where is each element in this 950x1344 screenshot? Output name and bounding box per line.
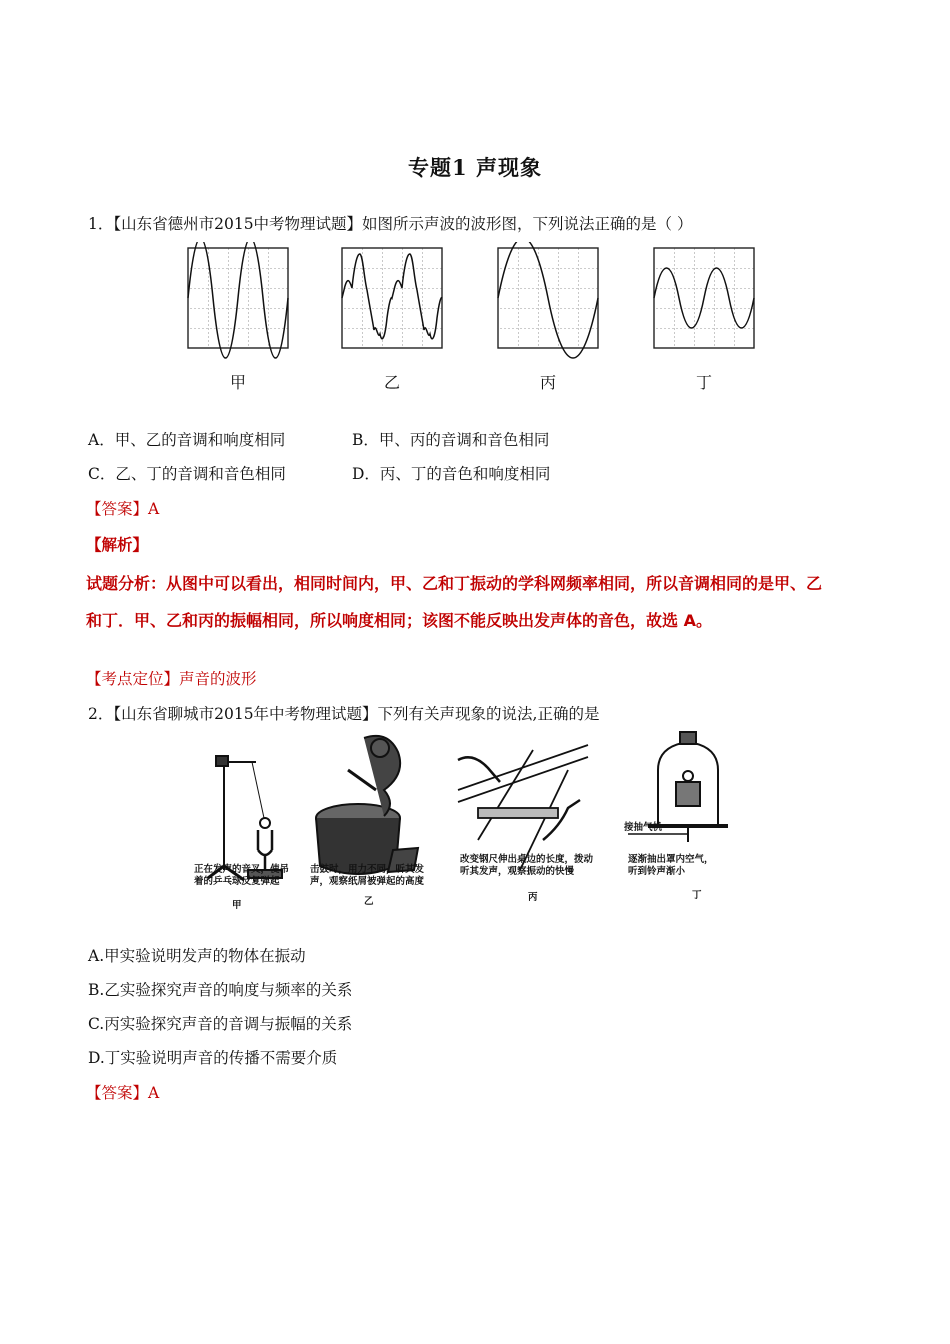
ruler-drawing xyxy=(458,745,588,870)
q1-option-a: A．甲、乙的音调和响度相同 xyxy=(88,431,286,449)
q2-answer: 【答案】A xyxy=(86,1084,160,1102)
pump-label: 接抽气机 xyxy=(624,822,663,833)
experiment-label-yi: 乙 xyxy=(364,896,374,907)
tuning-fork-drawing xyxy=(208,756,282,880)
q2-option-d: D.丁实验说明声音的传播不需要介质 xyxy=(88,1049,338,1067)
caption-yi-1: 击鼓时，用力不同，听其发 xyxy=(310,864,425,875)
waveform-ding xyxy=(654,248,754,348)
q1-analysis-line-2: 和丁．甲、乙和丙的振幅相同，所以响度相同；该图不能反映出发声体的音色，故选 A。 xyxy=(86,611,712,630)
caption-yi-2: 声，观察纸屑被弹起的高度 xyxy=(310,876,425,887)
caption-ding-1: 逐渐抽出罩内空气， xyxy=(628,854,714,865)
q1-analysis-heading: 【解析】 xyxy=(86,535,149,554)
q1-answer: 【答案】A xyxy=(86,500,160,518)
q1-option-c: C．乙、丁的音调和音色相同 xyxy=(88,465,286,483)
page-title: 专题1 声现象 xyxy=(408,155,542,180)
q1-kaodian: 【考点定位】声音的波形 xyxy=(86,670,257,688)
waveform-graphs xyxy=(180,242,780,362)
experiment-label-ding: 丁 xyxy=(692,890,702,901)
drum-drawing xyxy=(316,736,418,874)
q2-option-c: C.丙实验探究声音的音调与振幅的关系 xyxy=(88,1015,353,1033)
q1-waveform-figure xyxy=(180,242,780,402)
experiment-label-bing: 丙 xyxy=(528,892,538,903)
waveform-label-yi: 乙 xyxy=(383,373,400,392)
waveform-label-ding: 丁 xyxy=(695,373,712,392)
waveform-bing xyxy=(498,242,598,358)
q2-stem: 2．【山东省聊城市2015年中考物理试题】下列有关声现象的说法,正确的是 xyxy=(88,705,600,723)
q2-experiment-figure xyxy=(188,730,766,914)
caption-bing-2: 听其发声，观察振动的快慢 xyxy=(460,866,575,877)
q2-option-a: A.甲实验说明发声的物体在振动 xyxy=(88,947,306,965)
caption-jia-2: 着的乒乓球反复弹起 xyxy=(194,876,280,887)
waveform-label-jia: 甲 xyxy=(229,373,246,392)
caption-ding-2: 听到铃声渐小 xyxy=(628,866,686,877)
experiment-label-jia: 甲 xyxy=(232,900,242,911)
q2-option-b: B.乙实验探究声音的响度与频率的关系 xyxy=(88,981,353,999)
q1-stem: 1．【山东省德州市2015中考物理试题】如图所示声波的波形图，下列说法正确的是（ ） xyxy=(88,215,693,233)
q1-option-d: D．丙、丁的音色和响度相同 xyxy=(352,465,551,483)
caption-bing-1: 改变钢尺伸出桌边的长度，拨动 xyxy=(460,854,594,865)
q1-option-b: B．甲、丙的音调和音色相同 xyxy=(352,431,550,449)
waveform-jia xyxy=(188,242,288,358)
waveform-yi xyxy=(342,248,442,348)
q1-analysis-line-1: 试题分析：从图中可以看出，相同时间内，甲、乙和丁振动的学科网频率相同，所以音调相同的是甲、乙 xyxy=(86,574,823,593)
caption-jia-1: 正在发声的音叉，使吊 xyxy=(194,864,290,875)
waveform-label-bing: 丙 xyxy=(539,373,556,392)
